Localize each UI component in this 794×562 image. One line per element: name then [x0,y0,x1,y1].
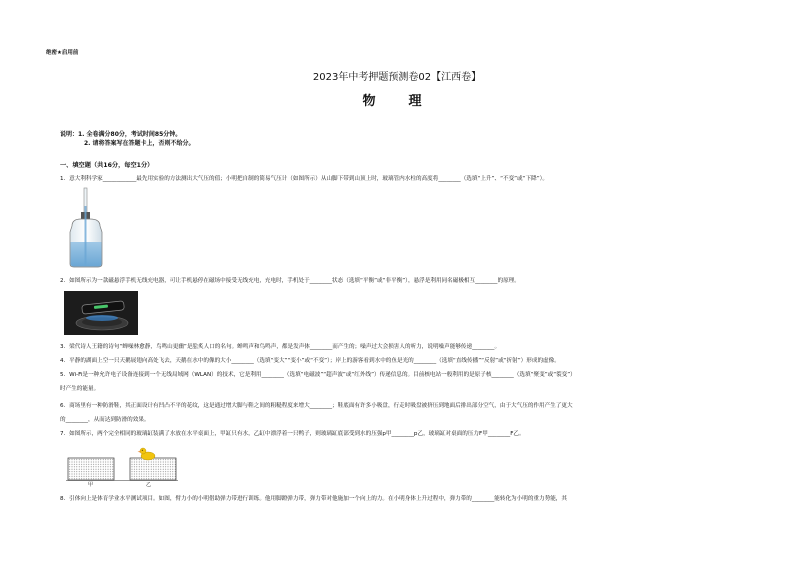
section-heading: 一、填空题（共16分，每空1分） [60,162,154,169]
secret-label: 绝密★启用前 [46,50,79,56]
question-1: 1．意大利科学家____________最先用实验的方法测出大气压的值；小明把自制的简易气压计（如图所示）从山脚下带到山顶上时，玻璃管内水柱的高度将________（选填“上升”、“不变”或“下降”）。 [60,176,549,182]
question-2: 2．如图所示为一款磁悬浮手机无线充电器，可让手机悬停在磁场中接受无线充电，充电时，手机处于________状态（选填“平衡”或“非平衡”），悬浮是利用同名磁极相互________的原理。 [60,278,520,284]
question-3: 3．梁代诗人王籍的诗句“蝉噪林愈静，鸟鸣山更幽”是脍炙人口的名句。蝉鸣声和鸟鸣声，都是发声体________而产生的；噪声过大会损害人的听力，说明噪声能够传递________。 [60,344,501,350]
barometer-bottle-figure [64,186,110,268]
question-5-line-2: 时产生的能量。 [60,386,100,392]
question-4: 4．平静的湖面上空一只天鹅展翅向高处飞去，天鹅在水中的像的大小________（选填“变大”“变小”或“不变”）；岸上的游客看到水中的鱼是光的________（选填“直线传播”“反射”或“折射”）形成的虚像。 [60,358,560,364]
question-7: 7．如图所示，两个完全相同的玻璃缸装满了水放在水平桌面上，甲缸只有水，乙缸中漂浮着一只鸭子，则玻璃缸底部受到水的压强p甲________p乙，玻璃缸对桌面的压力F甲________F乙。 [60,431,525,437]
question-6-line-1: 6．商场里有一种防滑鞋，其正面设计有凹凸不平的花纹，这是通过增大脚与鞋之间的粗糙程度来增大________；鞋底面有许多小吸盘，行走时吸盘被挤压到地面后排出部分空气，由于大气压的作用产生了更大 [60,403,573,409]
maglev-charger-figure [64,291,138,335]
question-5-line-1: 5．Wi-Fi是一种允许电子设备连接到一个无线局域网（WLAN）的技术，它是利用________（选填“电磁波”“超声波”或“红外线”）传递信息的。目前核电站一般利用的是原子核________（选填“聚变”或“裂变”） [60,372,576,378]
question-8: 8．引体向上是体育学业水平测试项目。如图，臂力小的小明借助弹力带进行训练。他用脚蹬弹力带，弹力带对他施加一个向上的力。在小明身体上升过程中，弹力带的________能转化为小明的重力势能，其 [60,496,567,502]
instruction-line-1: 说明：1. 全卷满分80分，考试时间85分钟。 [60,131,182,138]
instruction-line-2: 2. 请将答案写在答题卡上，否则不给分。 [84,140,195,147]
instructions [60,130,195,148]
tank-label-left: 甲 [88,482,94,488]
question-6-line-2: 的________，从而达到防滑的效果。 [60,417,150,423]
water-tanks-figure [66,444,178,486]
subject-title: 物 理 [362,94,432,109]
exam-title: 2023年中考押题预测卷02【江西卷】 [312,72,482,83]
tank-label-right: 乙 [146,482,152,488]
